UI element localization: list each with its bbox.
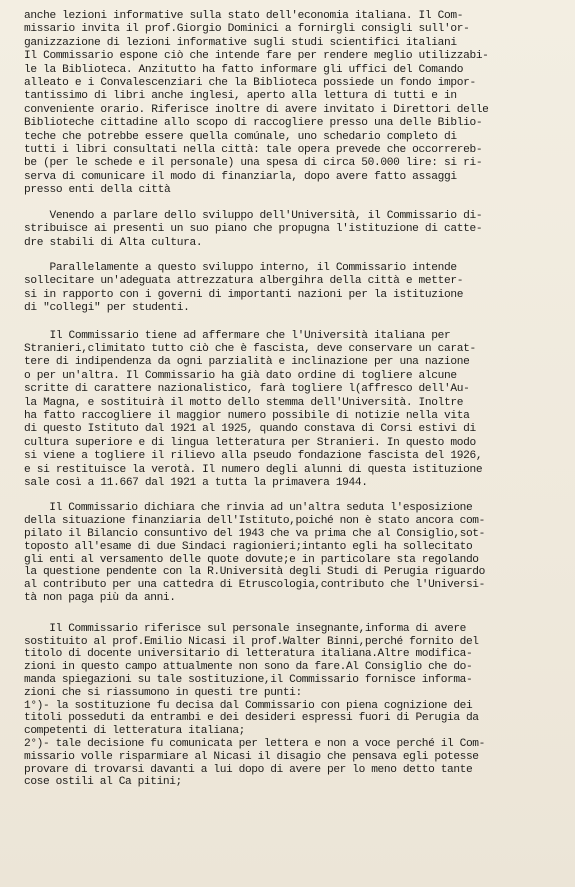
text-line: Il Commissario dichiara che rinvia ad un'altra seduta l'esposizione xyxy=(24,502,473,515)
text-line: provare di trovarsi davanti a lui dopo di avere per lo meno detto tante xyxy=(24,763,473,776)
text-line: anche lezioni informative sulla stato dell'economia italiana. Il Com- xyxy=(24,10,464,22)
paragraph-internal-development xyxy=(24,262,561,316)
text-line: ha fatto raccogliere il maggior numero possibile di notizie nella vita xyxy=(24,409,470,422)
text-line: Il Commissario tiene ad affermare che l'Università italiana per xyxy=(24,329,451,342)
paragraph-library xyxy=(24,10,561,198)
text-line: sale così a 11.667 dal 1921 a tutta la primavera 1944. xyxy=(24,477,368,489)
text-line: serva di comunicare il modo di finanziarla, dopo avere fatto assaggi xyxy=(24,170,457,183)
text-line: la questione pendente con la R.Università degli Studi di Perugia riguardo xyxy=(24,566,485,579)
text-line: 1°)- la sostituzione fu decisa dal Commissario con piena cognizione dei xyxy=(24,699,473,712)
text-line: cose ostili al Ca pitini; xyxy=(24,776,182,789)
text-line: missario invita il prof.Giorgio Dominici a fornirgli consigli sull'or- xyxy=(24,23,470,36)
text-line: la Magna, e sostituirà il motto dello stemma dell'Università. Inoltre xyxy=(24,396,464,409)
paragraph-personnel xyxy=(24,623,561,789)
text-line: tà non paga più da anni. xyxy=(24,591,176,604)
text-line: Biblioteche cittadine allo scopo di raccogliere presso una delle Biblio- xyxy=(24,117,483,130)
text-line: stribuisce ai presenti un suo piano che propugna l'istituzione di catte- xyxy=(24,223,483,236)
text-line: 2°)- tale decisione fu comunicata per lettera e non a voce perché il Com- xyxy=(24,737,485,750)
text-line: missario volle risparmiare al Nicasi il disagio che pensava egli potesse xyxy=(24,750,479,763)
text-line: conveniente orario. Riferisce inoltre di avere invitato i Direttori delle xyxy=(24,103,489,116)
paragraph-finances xyxy=(24,502,561,604)
text-line: manda spiegazioni su tale sostituzione,il Commissario fornisce informa- xyxy=(24,673,473,686)
text-line: si viene a togliere il rilievo alla pseudo fondazione fascista del 1926, xyxy=(24,450,483,463)
text-line: titolo di docente universitario di letteratura italiana.Altre modifica- xyxy=(24,648,473,661)
text-line: gli enti al versamento delle quote dovute;e in particolare sta regolando xyxy=(24,553,479,566)
text-line: competenti di letteratura italiana; xyxy=(24,725,245,738)
text-line: tutti i libri consultati nella città: tale opera prevede che occorrereb- xyxy=(24,144,483,157)
text-line: titoli posseduti da entrambi e dei desideri espressi fuori di Perugia da xyxy=(24,712,479,725)
text-line: o per un'altra. Il Commissario ha già dato ordine di togliere alcune xyxy=(24,369,457,382)
text-line: zioni in questo campo attualmente non sono da fare.Al Consiglio che do- xyxy=(24,661,473,674)
text-line: di "collegi" per studenti. xyxy=(24,302,190,315)
text-line: be (per le schede e il personale) una spesa di circa 50.000 lire: si ri- xyxy=(24,157,483,170)
text-line: teche che potrebbe essere quella comúnale, uno schedario completo di xyxy=(24,130,457,143)
text-line: alleato e i Convalescenziari che la Biblioteca possiede un fondo impor- xyxy=(24,77,476,90)
text-line: si in rapporto con i governi di importanti nazioni per la istituzione xyxy=(24,288,464,301)
text-line: toposto all'esame di due Sindaci ragionieri;intanto egli ha sollecitato xyxy=(24,540,473,553)
text-line: Stranieri,climitato tutto ciò che è fascista, deve conservare un carat- xyxy=(24,342,476,355)
text-line: le la Biblioteca. Anzitutto ha fatto informare gli uffici del Comando xyxy=(24,63,464,76)
text-line: Venendo a parlare dello sviluppo dell'Università, il Commissario di- xyxy=(24,209,483,222)
text-line: dre stabili di Alta cultura. xyxy=(24,236,203,249)
paragraph-independence xyxy=(24,330,561,491)
text-line: al contributo per una cattedra di Etruscologia,contributo che l'Universi- xyxy=(24,579,485,592)
text-line: tere di indipendenza da ogni parzialità e inclinazione per una nazione xyxy=(24,356,470,369)
text-line: scritte di carattere nazionalistico, farà togliere l(affresco dell'Au- xyxy=(24,383,470,396)
text-line: pilato il Bilancio consuntivo del 1943 che va prima che al Consiglio,sot- xyxy=(24,528,485,540)
text-line: Parallelamente a questo sviluppo interno, il Commissario intende xyxy=(24,261,457,274)
text-line: sostituito al prof.Emilio Nicasi il prof.Walter Binni,perché fornito del xyxy=(24,635,479,648)
text-line: di questo Istituto dal 1921 al 1925, quando constava di Corsi estivi di xyxy=(24,423,476,436)
text-line: della situazione finanziaria dell'Istituto,poiché non è stato ancora com- xyxy=(24,515,485,528)
text-line: Il Commissario riferisce sul personale insegnante,informa di avere xyxy=(24,622,466,635)
text-line: presso enti della città xyxy=(24,184,171,197)
text-line: e si restituisce la verotà. Il numero degli alunni di questa istituzione xyxy=(24,463,483,476)
text-line: tantissimo di libri anche inglesi, aperto alla lettura di tutti e in xyxy=(24,90,457,103)
text-line: ganizzazione di lezioni informative sugli studi scientifici italiani xyxy=(24,36,457,49)
paragraph-university-development xyxy=(24,210,561,250)
text-line: Il Commissario espone ciò che intende fare per rendere meglio utilizzabi- xyxy=(24,50,489,63)
text-line: zioni che si riassumono in questi tre punti: xyxy=(24,686,302,699)
text-line: sollecitare un'adeguata attrezzatura albergihra della città e metter- xyxy=(24,275,464,288)
text-line: cultura superiore e di lingua letteratura per Stranieri. In questo modo xyxy=(24,436,476,449)
